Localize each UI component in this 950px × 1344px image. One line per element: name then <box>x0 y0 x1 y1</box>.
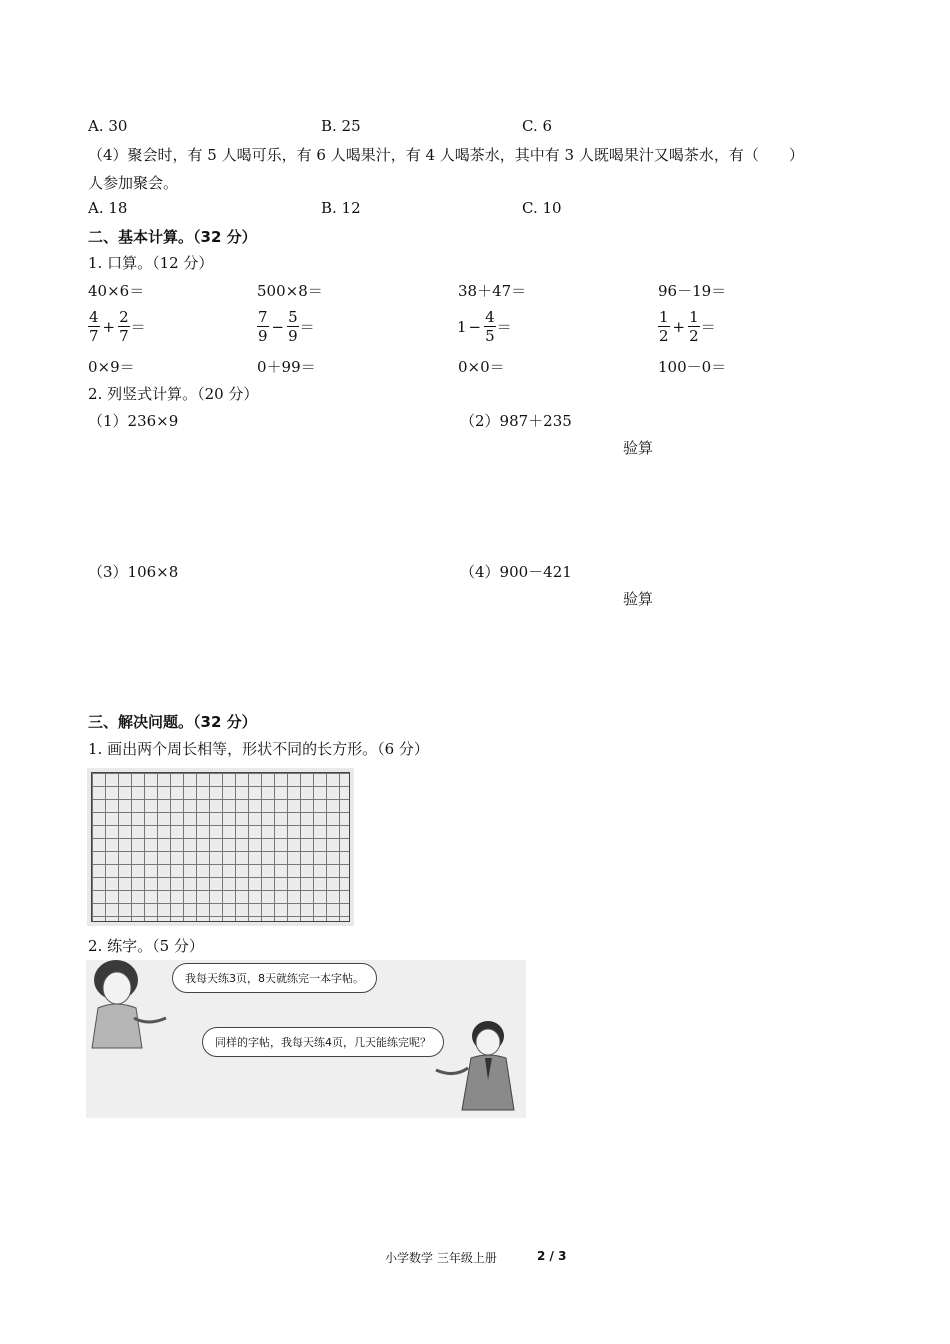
question-4-line1: （4）聚会时，有 5 人喝可乐，有 6 人喝果汁，有 4 人喝茶水，其中有 3 人既喝果汁又喝茶水，有（ ） <box>88 146 804 164</box>
option-b: B. 12 <box>321 199 361 217</box>
oral-item: 0×0＝ <box>458 358 505 376</box>
vertical-problem-2: （2）987＋235 <box>460 412 572 430</box>
oral-item: 38＋47＝ <box>458 282 527 300</box>
oral-fraction-item: 7 9 − $\frac{5}{9}$ ＝ <box>258 308 315 345</box>
check-label: 验算 <box>623 439 654 457</box>
vertical-problem-4: （4）900－421 <box>460 563 572 581</box>
question-4-line2: 人参加聚会。 <box>88 174 179 192</box>
oral-fraction-item: 1 − $\frac{4}{5}$ ＝ <box>457 308 512 345</box>
oral-item: 40×6＝ <box>88 282 145 300</box>
vertical-problem-3: （3）106×8 <box>88 563 179 581</box>
speech-bubble-boy: 同样的字帖，我每天练4页，几天能练完呢？ <box>202 1027 444 1057</box>
drawing-grid <box>91 772 350 922</box>
option-a: A. 18 <box>88 199 128 217</box>
practice-writing-illustration <box>86 960 526 1118</box>
option-a: A. 30 <box>88 117 128 135</box>
option-c: C. 6 <box>522 117 553 135</box>
oral-item: 0×9＝ <box>88 358 135 376</box>
oral-calc-title: 1. 口算。（12 分） <box>88 254 214 272</box>
section-2-title: 二、基本计算。（32 分） <box>88 228 257 246</box>
oral-item: 500×8＝ <box>257 282 323 300</box>
oral-item: 96－19＝ <box>658 282 727 300</box>
section-3-title: 三、解决问题。（32 分） <box>88 713 257 731</box>
oral-item: 0＋99＝ <box>257 358 316 376</box>
girl-figure <box>92 960 166 1048</box>
speech-bubble-girl: 我每天练3页，8天就练完一本字帖。 <box>172 963 377 993</box>
problem-2-text: 2. 练字。（5 分） <box>88 937 204 955</box>
oral-fraction-item: 1 2 + $\frac{1}{2}$ ＝ <box>659 308 716 345</box>
grid-paper-image <box>87 768 354 926</box>
footer-subject: 小学数学 三年级上册 <box>385 1251 497 1265</box>
oral-item: 100－0＝ <box>658 358 727 376</box>
check-label: 验算 <box>623 590 654 608</box>
option-c: C. 10 <box>522 199 562 217</box>
oral-fraction-item: 4 7 + $\frac{2}{7}$ ＝ <box>89 308 146 345</box>
vertical-problem-1: （1）236×9 <box>88 412 179 430</box>
boy-figure <box>436 1021 514 1110</box>
page-number: 2 / 3 <box>537 1249 567 1263</box>
problem-1-text: 1. 画出两个周长相等，形状不同的长方形。（6 分） <box>88 740 429 758</box>
option-b: B. 25 <box>321 117 361 135</box>
vertical-calc-title: 2. 列竖式计算。（20 分） <box>88 385 259 403</box>
